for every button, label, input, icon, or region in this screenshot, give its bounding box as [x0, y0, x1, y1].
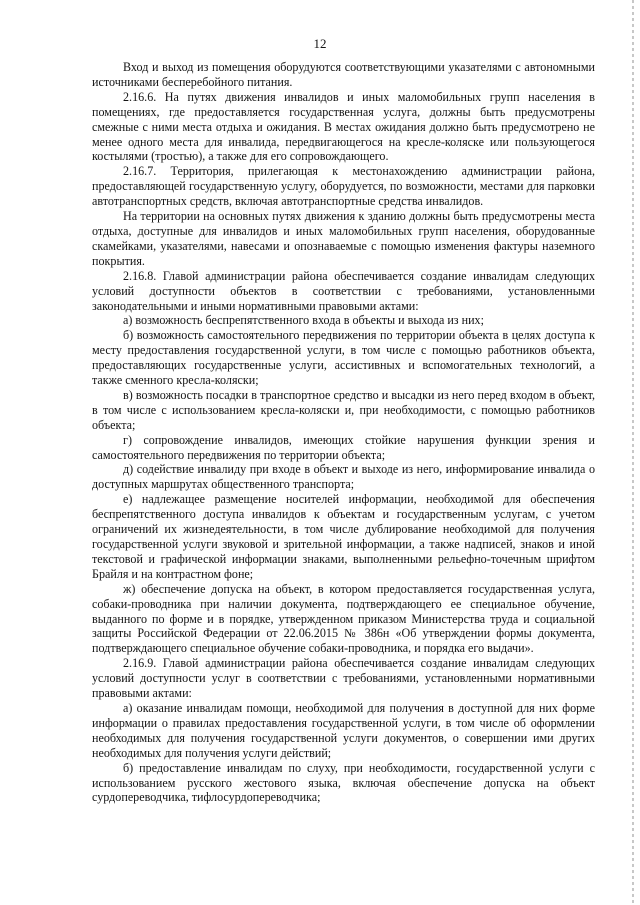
paragraph-2-16-9: 2.16.9. Главой администрации района обеспечивается создание инвалидам следующих условий доступности услуг в соответствии с требованиями, установленными нормативными правовыми актами: [92, 656, 595, 701]
paragraph-entry-exit-signs: Вход и выход из помещения оборудуются соответствующими указателями с автономными источниками бесперебойного питания. [92, 60, 595, 89]
paragraph-2-16-8: 2.16.8. Главой администрации района обеспечивается создание инвалидам следующих условий доступности объектов в соответствии с требованиями, установленными законодательными и иными нормативными правовыми актами: [92, 268, 595, 313]
list-item-b-movement: б) возможность самостоятельного передвижения по территории объекта в целях доступа к месту предоставления государственной услуги, в том числе с помощью работников объекта, предоставляющих государственные услуги, ассистивных и вспомогательных технологий, а также сменного кресла-коляски; [92, 328, 595, 388]
list-item-a-entry: а) возможность беспрепятственного входа в объекты и выхода из них; [123, 313, 484, 328]
document-body [92, 60, 595, 805]
list-item-b-sign-language: б) предоставление инвалидам по слуху, при необходимости, государственной услуги с использованием русского жестового языка, включая обеспечение допуска на объект сурдопереводчика, тифлосурдопереводчика; [92, 760, 595, 805]
list-item-g-escort: г) сопровождение инвалидов, имеющих стойкие нарушения функции зрения и самостоятельного передвижения по территории объекта; [92, 432, 595, 462]
list-item-d-assistance: д) содействие инвалиду при входе в объект и выходе из него, информирование инвалида о доступных маршрутах общественного транспорта; [92, 462, 595, 492]
paragraph-2-16-6: 2.16.6. На путях движения инвалидов и иных маломобильных групп населения в помещениях, где предоставляется государственная услуга, должны быть предусмотрены смежные с ними места отдыха и ожидания. В местах ожидания должно быть предусмотрено не менее одного места для инвалида, передвигающегося на кресле-коляске или пользующегося костылями (тростью), а также для его сопровождающего. [92, 89, 595, 164]
paragraph-2-16-7: 2.16.7. Территория, прилегающая к местонахождению администрации района, предоставляющей государственную услугу, оборудуется, по возможности, местами для парковки автотранспортных средств, включая автотранспортные средства инвалидов. [92, 164, 595, 209]
list-item-e-information: е) надлежащее размещение носителей информации, необходимой для обеспечения беспрепятственного доступа инвалидов к объектам и государственным услугам, с учетом ограничений их жизнедеятельности, в том числе дублирование необходимой для получения государственной услуги звуковой и зрительной информации, а также надписей, знаков и иной текстовой и графической информации знаками, выполненными рельефно-точечным шрифтом Брайля и на контрастном фоне; [92, 492, 595, 581]
list-item-zh-guide-dog: ж) обеспечение допуска на объект, в котором предоставляется государственная услуга, собаки-проводника при наличии документа, подтверждающего ее специальное обучение, выданного по форме и в порядке, утвержденном приказом Министерства труда и социальной защиты Российской Федерации от 22.06.2015 № 386н «Об утверждении формы документа, подтверждающего специальное обучение собаки-проводника, и порядка его выдачи». [92, 581, 595, 656]
list-item-a-help: а) оказание инвалидам помощи, необходимой для получения в доступной для них форме информации о правилах предоставления государственной услуги, в том числе об оформлении необходимых для получения государственной услуги документов, о совершении ими других необходимых для получения услуги действий; [92, 700, 595, 760]
page-number: 12 [313, 36, 327, 51]
list-item-v-transport: в) возможность посадки в транспортное средство и высадки из него перед входом в объект, в том числе с использованием кресла-коляски и, при необходимости, с помощью работников объекта; [92, 387, 595, 432]
paragraph-territory-rest-places: На территории на основных путях движения к зданию должны быть предусмотрены места отдыха, доступные для инвалидов и иных маломобильных групп населения, оборудованные скамейками, указателями, навесами и опознаваемые с помощью изменения фактуры наземного покрытия. [92, 209, 595, 268]
scan-edge-artifact [632, 0, 634, 905]
